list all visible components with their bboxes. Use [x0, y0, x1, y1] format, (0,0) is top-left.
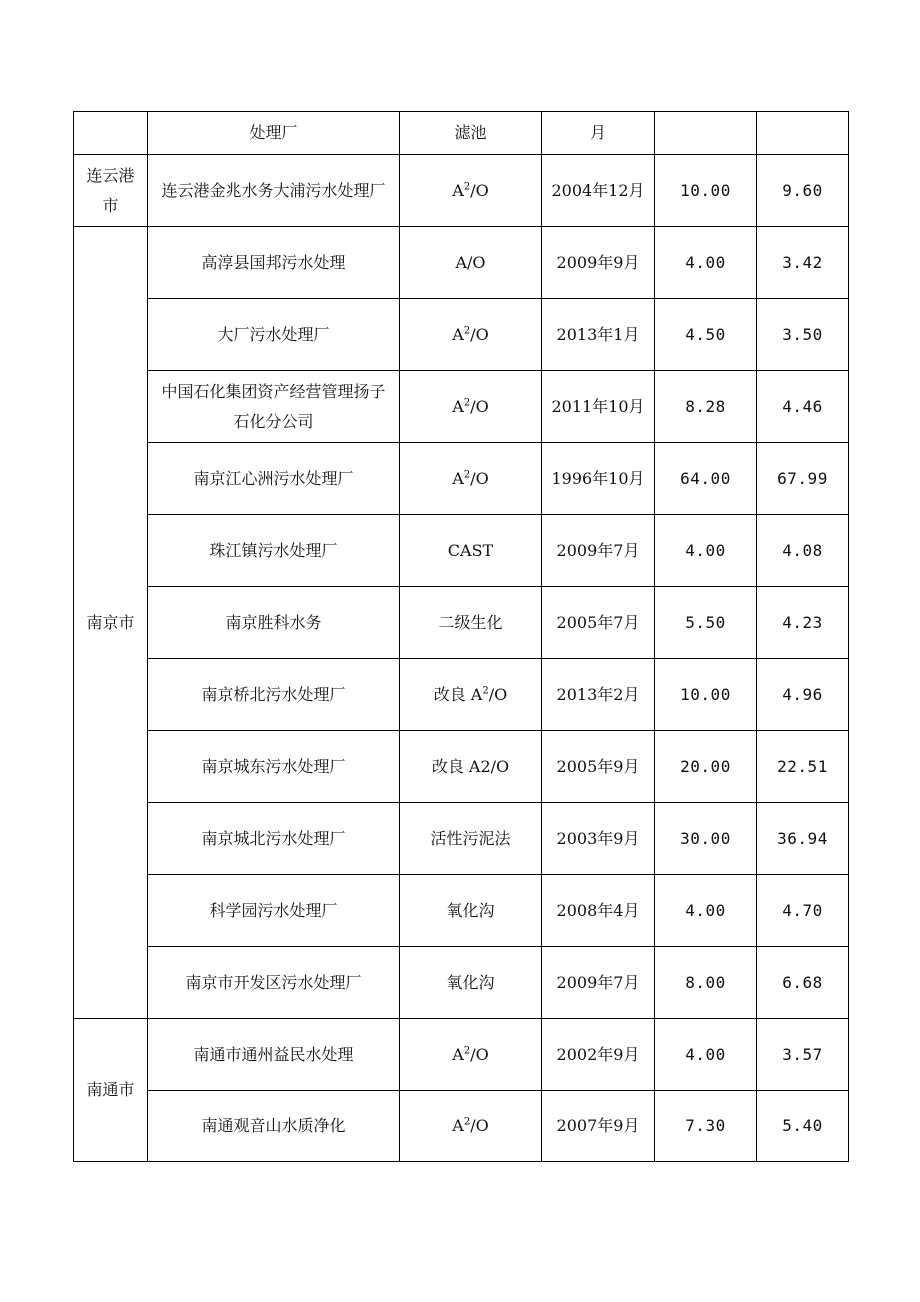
plant-name-cell: 南京城东污水处理厂 — [148, 731, 400, 803]
process-tail: /O — [470, 1116, 489, 1135]
design-capacity-cell: 8.00 — [655, 947, 757, 1019]
commission-date-cell: 2007年9月 — [542, 1091, 655, 1162]
header-row — [74, 112, 849, 155]
actual-capacity-cell: 9.60 — [757, 155, 849, 227]
header-plant: 处理厂 — [148, 112, 400, 155]
design-capacity-cell: 10.00 — [655, 155, 757, 227]
process-base: A — [452, 1044, 464, 1064]
process-superscript: 2 — [463, 181, 471, 193]
process-tail: /O — [470, 468, 489, 488]
actual-capacity-cell: 6.68 — [757, 947, 849, 1019]
plant-name-cell: 南京胜科水务 — [148, 587, 400, 659]
process-tail: /O — [470, 324, 489, 344]
process-base: 活性污泥法 — [430, 828, 511, 848]
plant-name-cell: 南京桥北污水处理厂 — [148, 659, 400, 731]
process-base: 改良 A — [433, 684, 483, 704]
process-base: A/O — [455, 252, 486, 272]
commission-date-cell: 2009年7月 — [542, 515, 655, 587]
process-superscript: 2 — [463, 325, 471, 337]
process-superscript: 2 — [463, 397, 471, 409]
commission-date-cell: 2013年1月 — [542, 299, 655, 371]
process-base: 改良 A2/O — [431, 756, 510, 776]
table-row — [74, 227, 849, 299]
table-row — [74, 1019, 849, 1091]
process-base: 二级生化 — [438, 612, 503, 632]
process-superscript: 2 — [463, 469, 471, 481]
actual-capacity-cell: 3.42 — [757, 227, 849, 299]
plant-name-cell: 南京江心洲污水处理厂 — [148, 443, 400, 515]
wastewater-plant-table — [73, 111, 849, 1162]
table-row — [74, 587, 849, 659]
design-capacity-cell: 5.50 — [655, 587, 757, 659]
process-base: 氧化沟 — [446, 900, 495, 920]
process-cell — [400, 155, 542, 227]
commission-date-cell: 2003年9月 — [542, 803, 655, 875]
table-row — [74, 299, 849, 371]
actual-capacity-cell: 4.70 — [757, 875, 849, 947]
design-capacity-cell: 7.30 — [655, 1091, 757, 1162]
table-row — [74, 1091, 849, 1162]
table-row — [74, 659, 849, 731]
table-row — [74, 731, 849, 803]
plant-name-cell: 南京城北污水处理厂 — [148, 803, 400, 875]
process-tail: /O — [470, 180, 489, 200]
process-cell — [400, 515, 542, 587]
table-row — [74, 371, 849, 443]
plant-name-cell: 大厂污水处理厂 — [148, 299, 400, 371]
process-base: A — [452, 324, 464, 344]
table-body — [74, 112, 849, 1162]
process-superscript: 2 — [463, 1045, 471, 1057]
process-cell — [400, 443, 542, 515]
process-cell — [400, 587, 542, 659]
actual-capacity-cell: 4.46 — [757, 371, 849, 443]
table-row — [74, 875, 849, 947]
city-cell: 南京市 — [74, 227, 148, 1019]
process-cell — [400, 947, 542, 1019]
header-process: 滤池 — [400, 112, 542, 155]
actual-capacity-cell: 22.51 — [757, 731, 849, 803]
commission-date-cell: 2004年12月 — [542, 155, 655, 227]
plant-name-cell: 科学园污水处理厂 — [148, 875, 400, 947]
design-capacity-cell: 4.00 — [655, 227, 757, 299]
plant-name-cell: 南通市通州益民水处理 — [148, 1019, 400, 1091]
commission-date-cell: 2009年9月 — [542, 227, 655, 299]
plant-name-cell: 珠江镇污水处理厂 — [148, 515, 400, 587]
actual-capacity-cell: 3.50 — [757, 299, 849, 371]
commission-date-cell: 2009年7月 — [542, 947, 655, 1019]
header-design-capacity — [655, 112, 757, 155]
commission-date-cell: 2008年4月 — [542, 875, 655, 947]
process-cell — [400, 875, 542, 947]
plant-name-cell: 中国石化集团资产经营管理扬子石化分公司 — [148, 371, 400, 443]
process-tail: /O — [488, 684, 508, 704]
design-capacity-cell: 30.00 — [655, 803, 757, 875]
table-row — [74, 515, 849, 587]
header-date: 月 — [542, 112, 655, 155]
actual-capacity-cell: 36.94 — [757, 803, 849, 875]
process-base: CAST — [447, 540, 494, 560]
process-cell — [400, 1019, 542, 1091]
process-cell — [400, 1091, 542, 1162]
design-capacity-cell: 4.00 — [655, 515, 757, 587]
commission-date-cell: 2011年10月 — [542, 371, 655, 443]
commission-date-cell: 1996年10月 — [542, 443, 655, 515]
process-superscript: 2 — [463, 1116, 471, 1128]
design-capacity-cell: 4.00 — [655, 875, 757, 947]
header-actual-capacity — [757, 112, 849, 155]
process-base: A — [452, 180, 464, 200]
design-capacity-cell: 4.00 — [655, 1019, 757, 1091]
table-row — [74, 803, 849, 875]
actual-capacity-cell: 5.40 — [757, 1091, 849, 1162]
table-row — [74, 155, 849, 227]
actual-capacity-cell: 3.57 — [757, 1019, 849, 1091]
table-row — [74, 947, 849, 1019]
commission-date-cell: 2002年9月 — [542, 1019, 655, 1091]
actual-capacity-cell: 4.23 — [757, 587, 849, 659]
design-capacity-cell: 8.28 — [655, 371, 757, 443]
process-base: A — [452, 396, 464, 416]
design-capacity-cell: 4.50 — [655, 299, 757, 371]
plant-name-cell: 连云港金兆水务大浦污水处理厂 — [148, 155, 400, 227]
plant-name-cell: 南通观音山水质净化 — [148, 1091, 400, 1162]
process-tail: /O — [470, 396, 489, 416]
process-base: A — [452, 468, 464, 488]
plant-name-cell: 高淳县国邦污水处理 — [148, 227, 400, 299]
process-cell — [400, 299, 542, 371]
city-cell: 连云港市 — [74, 155, 148, 227]
process-base: A — [452, 1116, 464, 1135]
design-capacity-cell: 10.00 — [655, 659, 757, 731]
commission-date-cell: 2013年2月 — [542, 659, 655, 731]
process-cell — [400, 371, 542, 443]
actual-capacity-cell: 4.96 — [757, 659, 849, 731]
process-cell — [400, 731, 542, 803]
header-city — [74, 112, 148, 155]
plant-name-cell: 南京市开发区污水处理厂 — [148, 947, 400, 1019]
design-capacity-cell: 64.00 — [655, 443, 757, 515]
process-cell — [400, 227, 542, 299]
process-cell — [400, 659, 542, 731]
commission-date-cell: 2005年7月 — [542, 587, 655, 659]
commission-date-cell: 2005年9月 — [542, 731, 655, 803]
actual-capacity-cell: 4.08 — [757, 515, 849, 587]
process-tail: /O — [470, 1044, 489, 1064]
table-row — [74, 443, 849, 515]
city-cell: 南通市 — [74, 1019, 148, 1162]
design-capacity-cell: 20.00 — [655, 731, 757, 803]
process-base: 氧化沟 — [446, 972, 495, 992]
actual-capacity-cell: 67.99 — [757, 443, 849, 515]
process-superscript: 2 — [482, 685, 489, 697]
process-cell — [400, 803, 542, 875]
